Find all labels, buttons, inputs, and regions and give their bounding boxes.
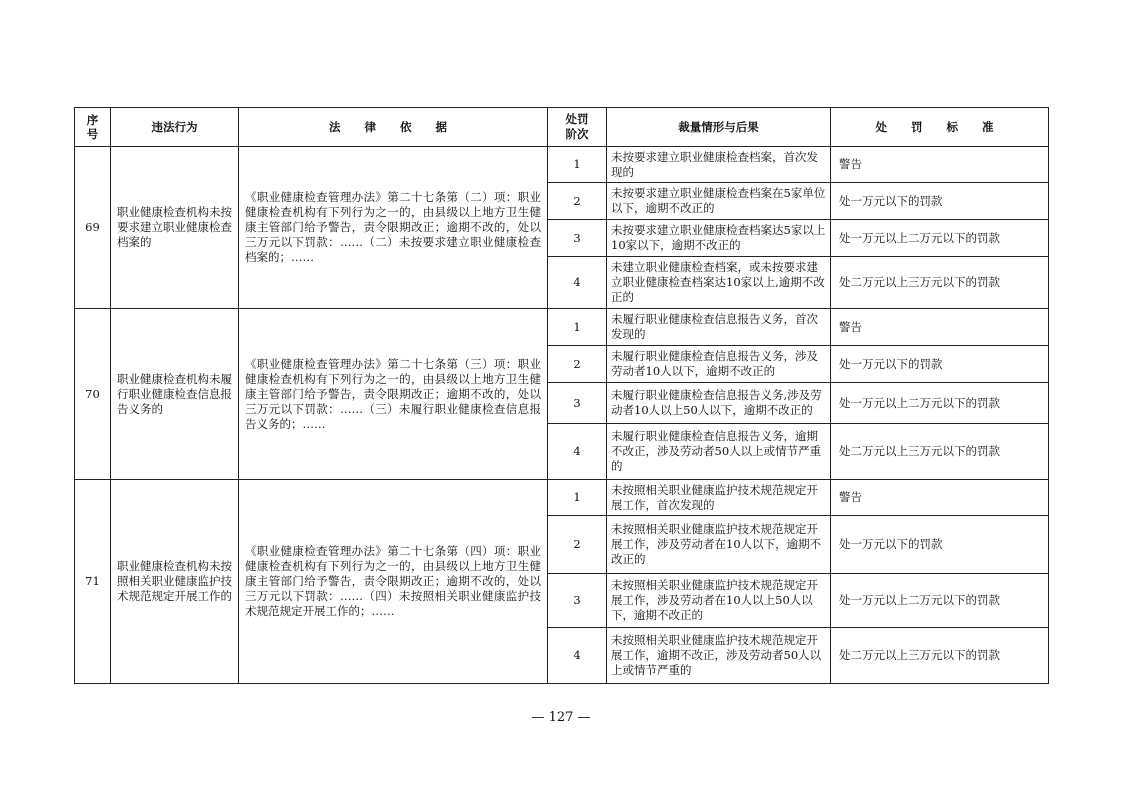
row-standard: 处二万元以上三万元以下的罚款 [831, 257, 1049, 309]
header-level: 处罚阶次 [548, 108, 607, 147]
row-act: 职业健康检查机构未按要求建立职业健康检查档案的 [111, 147, 239, 309]
row-level: 4 [548, 257, 607, 309]
table-row [75, 147, 1049, 183]
row-circumstance: 未按要求建立职业健康检查档案，首次发现的 [607, 147, 831, 183]
header-law: 法 律 依 据 [239, 108, 548, 147]
row-circumstance: 未按照相关职业健康监护技术规范规定开展工作，首次发现的 [607, 480, 831, 516]
row-seq: 70 [75, 309, 111, 480]
row-seq: 71 [75, 480, 111, 684]
row-standard: 警告 [831, 147, 1049, 183]
header-seq: 序号 [75, 108, 111, 147]
row-circumstance: 未按照相关职业健康监护技术规范规定开展工作，涉及劳动者在10人以下，逾期不改正的 [607, 516, 831, 574]
page-number: — 127 — [531, 710, 591, 725]
row-standard: 处一万元以下的罚款 [831, 346, 1049, 383]
table-row [75, 309, 1049, 346]
row-circumstance: 未按照相关职业健康监护技术规范规定开展工作，涉及劳动者在10人以上50人以下，逾期不改正的 [607, 574, 831, 628]
header-circumstance: 裁量情形与后果 [607, 108, 831, 147]
row-level: 4 [548, 628, 607, 684]
row-law: 《职业健康检查管理办法》第二十七条第（二）项：职业健康检查机构有下列行为之一的，由县级以上地方卫生健康主管部门给予警告，责令限期改正；逾期不改的，处以三万元以下罚款：……（二）未按要求建立职业健康检查档案的；…… [239, 147, 548, 309]
row-standard: 处一万元以上二万元以下的罚款 [831, 220, 1049, 257]
row-act: 职业健康检查机构未履行职业健康检查信息报告义务的 [111, 309, 239, 480]
row-level: 1 [548, 480, 607, 516]
header-act: 违法行为 [111, 108, 239, 147]
row-level: 1 [548, 309, 607, 346]
table-header-row [75, 108, 1049, 147]
row-circumstance: 未履行职业健康检查信息报告义务,涉及劳动者10人以上50人以下，逾期不改正的 [607, 383, 831, 424]
row-level: 2 [548, 516, 607, 574]
row-law: 《职业健康检查管理办法》第二十七条第（三）项：职业健康检查机构有下列行为之一的，由县级以上地方卫生健康主管部门给予警告，责令限期改正；逾期不改的，处以三万元以下罚款：……（三）未履行职业健康检查信息报告义务的；…… [239, 309, 548, 480]
row-circumstance: 未按照相关职业健康监护技术规范规定开展工作，逾期不改正，涉及劳动者50人以上或情节严重的 [607, 628, 831, 684]
row-circumstance: 未按要求建立职业健康检查档案在5家单位以下，逾期不改正的 [607, 183, 831, 220]
row-circumstance: 未履行职业健康检查信息报告义务，涉及劳动者10人以下，逾期不改正的 [607, 346, 831, 383]
row-act: 职业健康检查机构未按照相关职业健康监护技术规范规定开展工作的 [111, 480, 239, 684]
row-level: 2 [548, 346, 607, 383]
row-level: 3 [548, 220, 607, 257]
row-standard: 处一万元以下的罚款 [831, 516, 1049, 574]
row-level: 3 [548, 383, 607, 424]
row-level: 2 [548, 183, 607, 220]
header-standard: 处 罚 标 准 [831, 108, 1049, 147]
row-standard: 处一万元以上二万元以下的罚款 [831, 383, 1049, 424]
row-standard: 处二万元以上三万元以下的罚款 [831, 628, 1049, 684]
row-standard: 处二万元以上三万元以下的罚款 [831, 424, 1049, 480]
row-seq: 69 [75, 147, 111, 309]
row-circumstance: 未履行职业健康检查信息报告义务，逾期不改正，涉及劳动者50人以上或情节严重的 [607, 424, 831, 480]
row-standard: 警告 [831, 480, 1049, 516]
row-level: 1 [548, 147, 607, 183]
row-circumstance: 未履行职业健康检查信息报告义务，首次发现的 [607, 309, 831, 346]
row-circumstance: 未建立职业健康检查档案，或未按要求建立职业健康检查档案达10家以上,逾期不改正的 [607, 257, 831, 309]
row-standard: 警告 [831, 309, 1049, 346]
table-row [75, 480, 1049, 516]
row-level: 4 [548, 424, 607, 480]
row-level: 3 [548, 574, 607, 628]
penalty-table [74, 107, 1049, 684]
row-law: 《职业健康检查管理办法》第二十七条第（四）项：职业健康检查机构有下列行为之一的，由县级以上地方卫生健康主管部门给予警告，责令限期改正；逾期不改的，处以三万元以下罚款：……（四）未按照相关职业健康监护技术规范规定开展工作的；…… [239, 480, 548, 684]
row-standard: 处一万元以下的罚款 [831, 183, 1049, 220]
row-standard: 处一万元以上二万元以下的罚款 [831, 574, 1049, 628]
row-circumstance: 未按要求建立职业健康检查档案达5家以上10家以下，逾期不改正的 [607, 220, 831, 257]
